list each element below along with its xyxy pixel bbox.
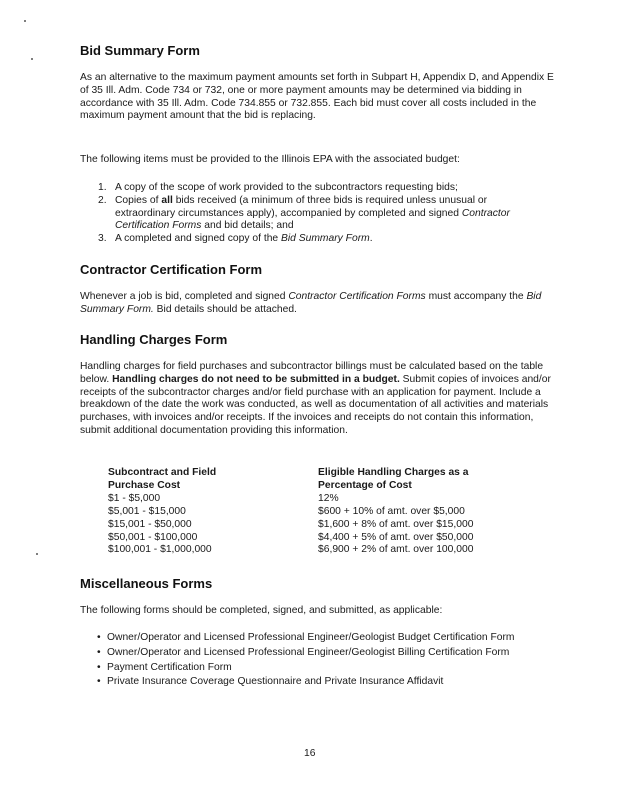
scan-speck <box>31 58 33 60</box>
table-header: Purchase Cost <box>108 479 181 491</box>
list-item <box>97 662 547 675</box>
table-cell: $1,600 + 8% of amt. over $15,000 <box>318 518 474 530</box>
list-number: 3. <box>98 233 107 245</box>
list-item <box>97 632 547 645</box>
table-cell: $4,400 + 5% of amt. over $50,000 <box>318 531 474 543</box>
miscellaneous-forms-intro: The following forms should be completed, signed, and submitted, as applicable: <box>80 605 443 616</box>
table-header: Subcontract and Field <box>108 467 217 478</box>
table-header: Eligible Handling Charges as a <box>318 467 469 478</box>
scan-speck <box>36 553 38 555</box>
list-item <box>97 676 547 689</box>
list-text: Private Insurance Coverage Questionnaire and Private Insurance Affidavit <box>107 676 444 688</box>
bullet-icon: • <box>97 632 101 643</box>
list-text: Payment Certification Form <box>107 661 232 673</box>
table-cell: $1 - $5,000 <box>108 492 161 504</box>
list-number: 2. <box>98 194 107 206</box>
handling-charges-paragraph: Handling charges for field purchases and subcontractor billings must be calculated based on the table below. Handling charges do not need to be submitted in a budget. Submit copies of invoices and/or receipts of the subcontractor charges and/or field purchase with an application for payment. Include a breakdown of the date the work was conducted, as well as documentation of all activities and materials purchases, with invoices and/or receipts. If the invoices and receipts do not contain this information, submit additional documentation providing this information. <box>80 361 551 436</box>
bullet-icon: • <box>97 646 101 658</box>
list-text: Copies of all bids received (a minimum of three bids is required unless unusual or extraordinary circumstances apply), accompanied by completed and signed Contractor Certification Forms and bid details; and <box>115 194 510 232</box>
table-cell: $5,001 - $15,000 <box>108 505 186 517</box>
contractor-certification-paragraph: Whenever a job is bid, completed and signed Contractor Certification Forms must accompany the Bid Summary Form. Bid details should be attached. <box>80 291 542 315</box>
bid-summary-heading: Bid Summary Form <box>80 43 200 58</box>
bullet-icon: • <box>97 676 101 688</box>
page-number: 16 <box>304 748 316 759</box>
table-header: Percentage of Cost <box>318 479 412 491</box>
table-cell: $15,001 - $50,000 <box>108 518 192 530</box>
bullet-icon: • <box>97 661 101 673</box>
bid-summary-items-intro: The following items must be provided to the Illinois EPA with the associated budget: <box>80 154 460 165</box>
list-item <box>98 195 528 233</box>
miscellaneous-forms-list <box>97 632 547 691</box>
table-cell: $50,001 - $100,000 <box>108 531 198 543</box>
list-item <box>98 182 528 195</box>
miscellaneous-forms-heading: Miscellaneous Forms <box>80 576 213 591</box>
list-text: Owner/Operator and Licensed Professional Engineer/Geologist Budget Certification Form <box>107 632 515 643</box>
table-cell: $100,001 - $1,000,000 <box>108 544 212 556</box>
list-text: A copy of the scope of work provided to the subcontractors requesting bids; <box>115 182 458 193</box>
handling-charges-heading: Handling Charges Form <box>80 332 228 347</box>
scan-speck <box>24 20 26 22</box>
table-cell: 12% <box>318 492 339 504</box>
list-item <box>98 233 528 246</box>
bid-summary-numbered-list <box>98 182 528 246</box>
contractor-certification-heading: Contractor Certification Form <box>80 262 263 277</box>
bid-summary-paragraph: As an alternative to the maximum payment amounts set forth in Subpart H, Appendix D, and Appendix E of 35 Ill. Adm. Code 734 or 732, one or more payment amounts may be determined via bidding in accordance with 35 Ill. Adm. Code 734.855 or 732.855. Each bid must cover all costs included in the maximum payment amount that the bid is replacing. <box>80 72 554 122</box>
list-item <box>97 647 547 660</box>
list-text: Owner/Operator and Licensed Professional Engineer/Geologist Billing Certification Form <box>107 646 510 658</box>
handling-charges-table-col-cost <box>108 467 216 557</box>
list-number: 1. <box>98 182 107 193</box>
handling-charges-table-col-charge <box>318 467 473 557</box>
list-text: A completed and signed copy of the Bid Summary Form. <box>115 233 373 245</box>
table-cell: $600 + 10% of amt. over $5,000 <box>318 505 465 517</box>
table-cell: $6,900 + 2% of amt. over 100,000 <box>318 544 474 556</box>
